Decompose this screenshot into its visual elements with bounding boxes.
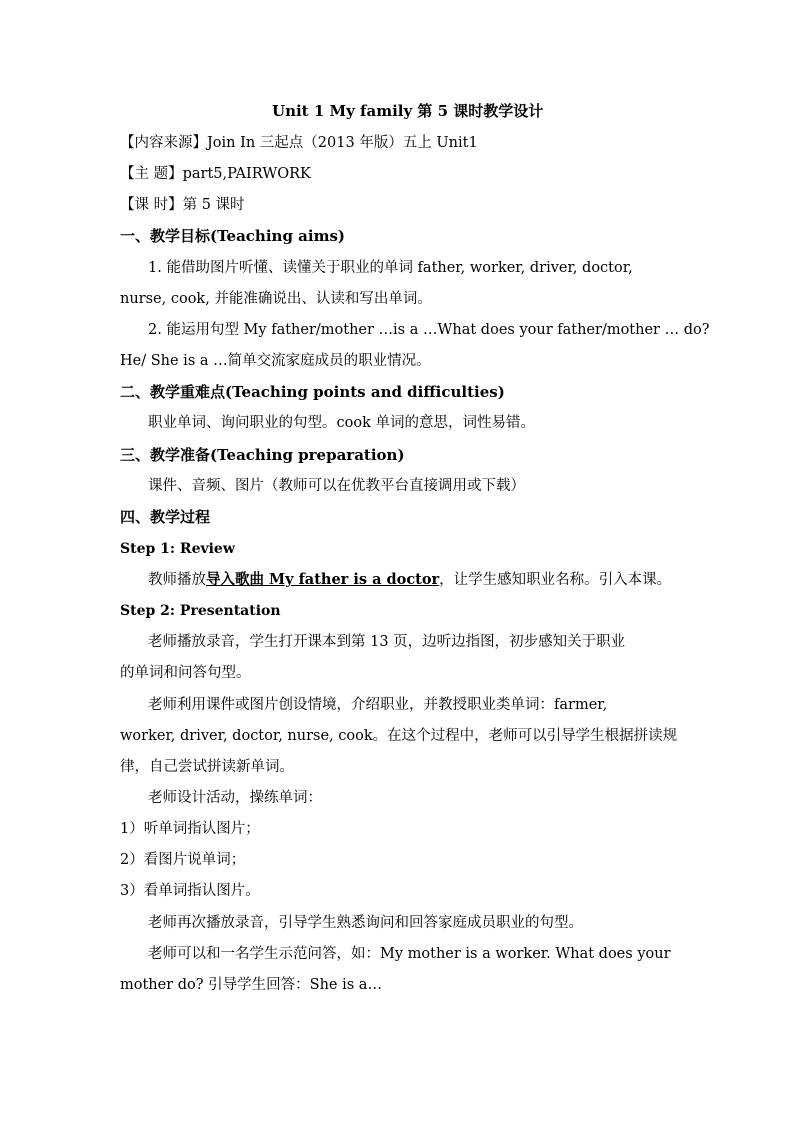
aims-heading: 一、教学目标(Teaching aims) [120, 227, 345, 245]
paragraph-2-line-2: worker, driver, doctor, nurse, cook。在这个过程中，老师可以引导学生根据拼读规 [120, 728, 678, 744]
aim-1-line-2: nurse, cook, 并能准确说出、认读和写出单词。 [120, 291, 432, 307]
points-heading: 二、教学重难点(Teaching points and difficulties) [120, 383, 505, 401]
aim-2-line-2: He/ She is a …简单交流家庭成员的职业情况。 [120, 353, 431, 369]
paragraph-4: 老师再次播放录音，引导学生熟悉询问和回答家庭成员职业的句型。 [148, 915, 583, 931]
paragraph-3: 老师设计活动，操练单词： [148, 790, 322, 806]
prep-heading: 三、教学准备(Teaching preparation) [120, 446, 405, 464]
paragraph-5-line-1: 老师可以和一名学生示范问答，如：My mother is a worker. What does your [148, 946, 671, 962]
aim-1-line-1: 1. 能借助图片听懂、读懂关于职业的单词 father, worker, driver, doctor, [148, 260, 633, 276]
prep-text: 课件、音频、图片（教师可以在优教平台直接调用或下载） [148, 478, 525, 494]
list-item-2: 2）看图片说单词； [120, 852, 246, 868]
step-2-heading: Step 2: Presentation [120, 603, 281, 619]
step-1-text [148, 570, 671, 590]
meta-period: 【课 时】第 5 课时 [120, 197, 245, 213]
song-link[interactable]: 导入歌曲 My father is a doctor [206, 571, 440, 588]
list-item-1: 1）听单词指认图片； [120, 821, 260, 837]
aim-2-line-1: 2. 能运用句型 My father/mother …is a …What does your father/mother … do? [148, 322, 710, 338]
meta-source: 【内容来源】Join In 三起点（2013 年版）五上 Unit1 [120, 135, 478, 151]
meta-topic: 【主 题】part5,PAIRWORK [120, 166, 311, 182]
paragraph-2-line-1: 老师利用课件或图片创设情境，介绍职业，并教授职业类单词：farmer, [148, 697, 608, 713]
list-item-3: 3）看单词指认图片。 [120, 883, 260, 899]
page-title: Unit 1 My family 第 5 课时教学设计 [272, 102, 544, 120]
step-1-pre: 教师播放 [148, 572, 206, 588]
process-heading: 四、教学过程 [120, 508, 211, 526]
step-1-heading: Step 1: Review [120, 541, 235, 557]
paragraph-5-line-2: mother do? 引导学生回答：She is a… [120, 977, 382, 993]
paragraph-1-line-1: 老师播放录音，学生打开课本到第 13 页，边听边指图，初步感知关于职业 [148, 634, 626, 650]
paragraph-1-line-2: 的单词和问答句型。 [120, 665, 251, 681]
paragraph-2-line-3: 律，自己尝试拼读新单词。 [120, 759, 294, 775]
step-1-post: ，让学生感知职业名称。引入本课。 [439, 572, 672, 588]
points-text: 职业单词、询问职业的句型。cook 单词的意思，词性易错。 [148, 415, 535, 431]
